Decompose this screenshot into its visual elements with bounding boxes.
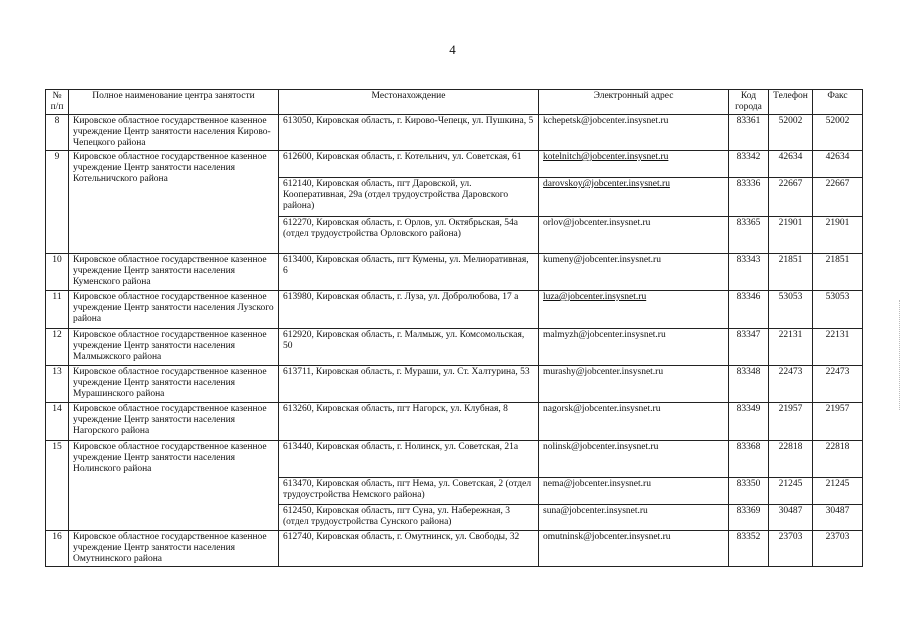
city-code: 83336 bbox=[729, 178, 769, 217]
city-code: 83350 bbox=[729, 478, 769, 505]
city-code: 83365 bbox=[729, 217, 769, 254]
phone: 21957 bbox=[769, 403, 813, 441]
org-name: Кировское областное государственное казенное учреждение Центр занятости населения Котельничского района bbox=[69, 151, 279, 254]
email: nolinsk@jobcenter.insysnet.ru bbox=[539, 441, 729, 478]
fax: 22667 bbox=[813, 178, 863, 217]
phone: 22473 bbox=[769, 366, 813, 403]
fax: 23703 bbox=[813, 531, 863, 567]
row-num: 13 bbox=[46, 366, 69, 403]
email-link[interactable] bbox=[539, 291, 729, 329]
location: 612920, Кировская область, г. Малмыж, ул. Комсомольская, 50 bbox=[279, 329, 539, 366]
row-num: 16 bbox=[46, 531, 69, 567]
email-link-text: kotelnitch@jobcenter.insysnet.ru bbox=[543, 152, 669, 162]
scan-edge-line bbox=[899, 300, 900, 410]
org-name: Кировское областное государственное казенное учреждение Центр занятости населения Лузского района bbox=[69, 291, 279, 329]
location: 612140, Кировская область, пгт Даровской, ул. Кооперативная, 29а (отдел трудоустройства Даровского района) bbox=[279, 178, 539, 217]
phone: 21901 bbox=[769, 217, 813, 254]
city-code: 83348 bbox=[729, 366, 769, 403]
email: omutninsk@jobcenter.insysnet.ru bbox=[539, 531, 729, 567]
phone: 23703 bbox=[769, 531, 813, 567]
email-link-text: darovskoy@jobcenter.insysnet.ru bbox=[543, 179, 670, 189]
header-code: Код города bbox=[729, 90, 769, 115]
email-link-text: luza@jobcenter.insysnet.ru bbox=[543, 292, 647, 302]
header-fax: Факс bbox=[813, 90, 863, 115]
row-num: 12 bbox=[46, 329, 69, 366]
fax: 22818 bbox=[813, 441, 863, 478]
phone: 52002 bbox=[769, 115, 813, 151]
org-name: Кировское областное государственное казенное учреждение Центр занятости населения Кирово-Чепецкого района bbox=[69, 115, 279, 151]
fax: 52002 bbox=[813, 115, 863, 151]
fax: 21245 bbox=[813, 478, 863, 505]
fax: 21901 bbox=[813, 217, 863, 254]
org-name: Кировское областное государственное казенное учреждение Центр занятости населения Нолинского района bbox=[69, 441, 279, 531]
table-row bbox=[46, 531, 863, 567]
phone: 30487 bbox=[769, 505, 813, 531]
location: 612450, Кировская область, пгт Суна, ул. Набережная, 3 (отдел трудоустройства Сунского района) bbox=[279, 505, 539, 531]
phone: 21851 bbox=[769, 254, 813, 291]
location: 612740, Кировская область, г. Омутнинск, ул. Свободы, 32 bbox=[279, 531, 539, 567]
city-code: 83342 bbox=[729, 151, 769, 178]
table-row bbox=[46, 151, 863, 178]
org-name: Кировское областное государственное казенное учреждение Центр занятости населения Мурашинского района bbox=[69, 366, 279, 403]
email: malmyzh@jobcenter.insysnet.ru bbox=[539, 329, 729, 366]
table-row bbox=[46, 291, 863, 329]
city-code: 83361 bbox=[729, 115, 769, 151]
fax: 21851 bbox=[813, 254, 863, 291]
org-name: Кировское областное государственное казенное учреждение Центр занятости населения Омутнинского района bbox=[69, 531, 279, 567]
row-num: 10 bbox=[46, 254, 69, 291]
phone: 42634 bbox=[769, 151, 813, 178]
city-code: 83347 bbox=[729, 329, 769, 366]
email-link[interactable] bbox=[539, 178, 729, 217]
row-num: 11 bbox=[46, 291, 69, 329]
city-code: 83349 bbox=[729, 403, 769, 441]
location: 612600, Кировская область, г. Котельнич, ул. Советская, 61 bbox=[279, 151, 539, 178]
email: kchepetsk@jobcenter.insysnet.ru bbox=[539, 115, 729, 151]
employment-centers-table bbox=[45, 89, 863, 567]
location: 613260, Кировская область, пгт Нагорск, ул. Клубная, 8 bbox=[279, 403, 539, 441]
table-header-row bbox=[46, 90, 863, 115]
location: 612270, Кировская область, г. Орлов, ул. Октябрьская, 54а (отдел трудоустройства Орловского района) bbox=[279, 217, 539, 254]
header-location: Местонахождение bbox=[279, 90, 539, 115]
phone: 22131 bbox=[769, 329, 813, 366]
email: nema@jobcenter.insysnet.ru bbox=[539, 478, 729, 505]
fax: 21957 bbox=[813, 403, 863, 441]
row-num: 9 bbox=[46, 151, 69, 254]
row-num: 15 bbox=[46, 441, 69, 531]
row-num: 8 bbox=[46, 115, 69, 151]
phone: 21245 bbox=[769, 478, 813, 505]
phone: 22818 bbox=[769, 441, 813, 478]
table-row bbox=[46, 366, 863, 403]
location: 613050, Кировская область, г. Кирово-Чепецк, ул. Пушкина, 5 bbox=[279, 115, 539, 151]
city-code: 83368 bbox=[729, 441, 769, 478]
table-row bbox=[46, 441, 863, 478]
email: nagorsk@jobcenter.insysnet.ru bbox=[539, 403, 729, 441]
location: 613440, Кировская область, г. Нолинск, ул. Советская, 21а bbox=[279, 441, 539, 478]
location: 613711, Кировская область, г. Мураши, ул. Ст. Халтурина, 53 bbox=[279, 366, 539, 403]
row-num: 14 bbox=[46, 403, 69, 441]
city-code: 83346 bbox=[729, 291, 769, 329]
org-name: Кировское областное государственное казенное учреждение Центр занятости населения Нагорского района bbox=[69, 403, 279, 441]
location: 613470, Кировская область, пгт Нема, ул. Советская, 2 (отдел трудоустройства Немского района) bbox=[279, 478, 539, 505]
header-num: № п/п bbox=[46, 90, 69, 115]
email: kumeny@jobcenter.insysnet.ru bbox=[539, 254, 729, 291]
phone: 53053 bbox=[769, 291, 813, 329]
phone: 22667 bbox=[769, 178, 813, 217]
table-row bbox=[46, 403, 863, 441]
city-code: 83369 bbox=[729, 505, 769, 531]
table-row bbox=[46, 254, 863, 291]
page-number: 4 bbox=[449, 42, 456, 57]
header-phone: Телефон bbox=[769, 90, 813, 115]
fax: 53053 bbox=[813, 291, 863, 329]
org-name: Кировское областное государственное казенное учреждение Центр занятости населения Куменского района bbox=[69, 254, 279, 291]
table-row bbox=[46, 115, 863, 151]
email: orlov@jobcenter.insysnet.ru bbox=[539, 217, 729, 254]
email: murashy@jobcenter.insysnet.ru bbox=[539, 366, 729, 403]
location: 613400, Кировская область, пгт Кумены, ул. Мелиоративная, 6 bbox=[279, 254, 539, 291]
org-name: Кировское областное государственное казенное учреждение Центр занятости населения Малмыжского района bbox=[69, 329, 279, 366]
fax: 42634 bbox=[813, 151, 863, 178]
fax: 22473 bbox=[813, 366, 863, 403]
city-code: 83343 bbox=[729, 254, 769, 291]
city-code: 83352 bbox=[729, 531, 769, 567]
table-row bbox=[46, 329, 863, 366]
email: suna@jobcenter.insysnet.ru bbox=[539, 505, 729, 531]
header-email: Электронный адрес bbox=[539, 90, 729, 115]
email-link[interactable] bbox=[539, 151, 729, 178]
fax: 30487 bbox=[813, 505, 863, 531]
header-name: Полное наименование центра занятости bbox=[69, 90, 279, 115]
fax: 22131 bbox=[813, 329, 863, 366]
location: 613980, Кировская область, г. Луза, ул. Добролюбова, 17 а bbox=[279, 291, 539, 329]
